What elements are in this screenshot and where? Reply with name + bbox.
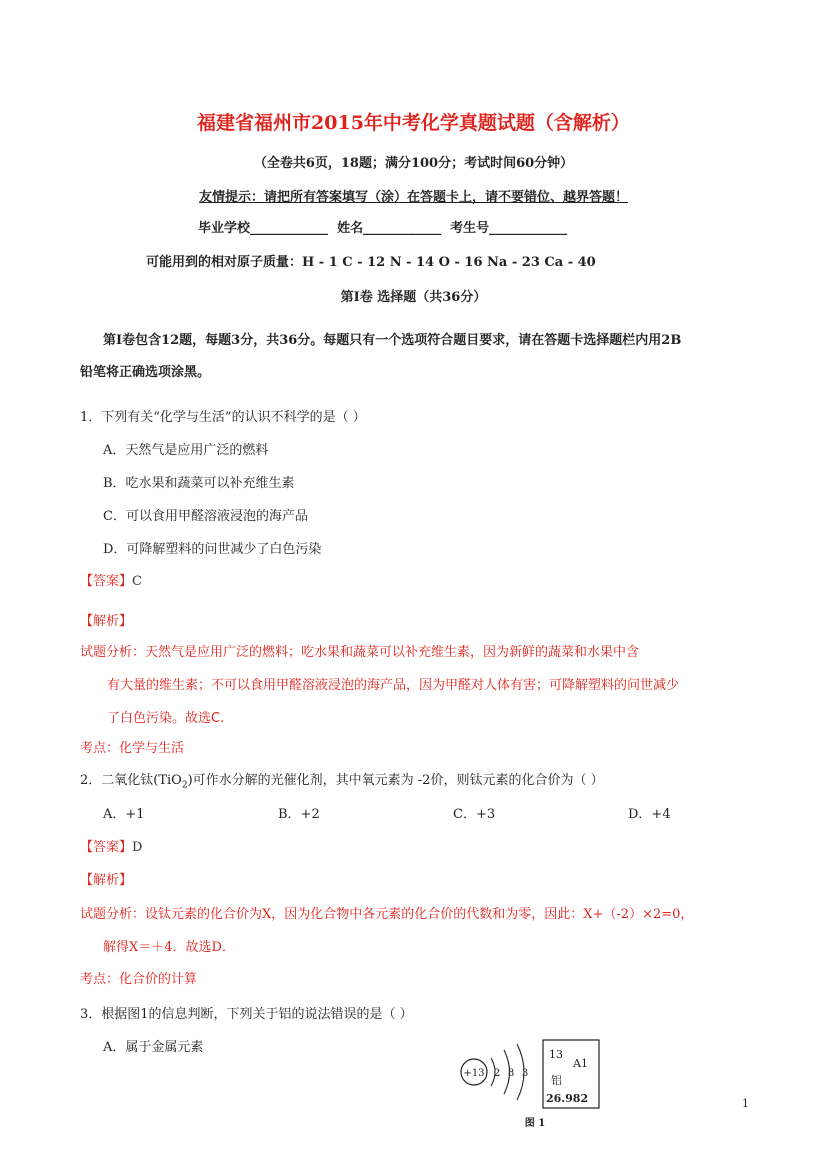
shell-1-electrons: 2 bbox=[493, 1068, 501, 1079]
aluminum-figure bbox=[455, 1036, 605, 1131]
question-1-analysis-line2: 有大量的维生素；不可以食用甲醛溶液浸泡的海产品，因为甲醛对人体有害；可降解塑料的问世减少 bbox=[107, 678, 680, 693]
question-1-option-d: D．可降解塑料的问世减少了白色污染 bbox=[103, 542, 322, 557]
question-1-analysis-line1: 试题分析：天然气是应用广泛的燃料；吃水果和蔬菜可以补充维生素，因为新鲜的蔬菜和水果中含 bbox=[80, 645, 640, 660]
friendly-tip-text: 友情提示：请把所有答案填写（涂）在答题卡上，请不要错位、越界答题！ bbox=[198, 190, 628, 205]
question-1-point: 考点：化学与生活 bbox=[80, 741, 185, 756]
atomic-mass: 26.982 bbox=[546, 1092, 589, 1105]
friendly-tip bbox=[0, 186, 827, 205]
aluminum-figure-svg bbox=[455, 1036, 605, 1131]
section-intro-line2: 铅笔将正确选项涂黑。 bbox=[80, 365, 211, 380]
answer-value: D bbox=[132, 840, 143, 855]
question-2-option-a: A．+1 bbox=[103, 807, 145, 822]
question-1-analysis-label: 【解析】 bbox=[80, 614, 133, 629]
element-name: 铝 bbox=[551, 1074, 562, 1087]
element-symbol: A1 bbox=[573, 1057, 588, 1070]
section-intro-line1: 第Ⅰ卷包含12题，每题3分，共36分。每题只有一个选项符合题目要求，请在答题卡选择题栏内用2B bbox=[103, 333, 682, 348]
question-1-analysis-line3: 了白色污染。故选C. bbox=[107, 711, 225, 726]
answer-value: C bbox=[132, 574, 142, 589]
question-3-stem: 3．根据图1的信息判断，下列关于铝的说法错误的是（ ） bbox=[80, 1007, 413, 1022]
section-title: 第Ⅰ卷 选择题（共36分） bbox=[340, 290, 487, 305]
question-2-point: 考点：化合价的计算 bbox=[80, 972, 198, 987]
question-2-stem-pre: 2．二氧化钛(TiO bbox=[80, 773, 182, 788]
question-3-option-a: A．属于金属元素 bbox=[103, 1040, 204, 1055]
candidate-fields bbox=[198, 217, 567, 236]
question-1-option-b: B．吃水果和蔬菜可以补充维生素 bbox=[103, 476, 295, 491]
answer-label: 【答案】 bbox=[80, 574, 133, 589]
answer-label: 【答案】 bbox=[80, 840, 133, 855]
atomic-number: 13 bbox=[549, 1048, 563, 1061]
question-2-analysis-label: 【解析】 bbox=[80, 873, 133, 888]
name-label: 姓名 bbox=[337, 221, 364, 236]
exam-meta: （全卷共6页，18题；满分100分；考试时间60分钟） bbox=[253, 156, 574, 171]
document-title: 福建省福州市2015年中考化学真题试题（含解析） bbox=[197, 112, 630, 134]
question-2-option-b: B．+2 bbox=[278, 807, 320, 822]
question-2-stem-sub: 2 bbox=[181, 780, 188, 791]
nucleus-charge: +13 bbox=[463, 1068, 485, 1079]
question-1-option-c: C．可以食用甲醛溶液浸泡的海产品 bbox=[103, 509, 308, 524]
name-blank: ____________ bbox=[363, 221, 442, 236]
exam-number-blank: ____________ bbox=[489, 221, 568, 236]
question-2-option-c: C．+3 bbox=[453, 807, 496, 822]
question-1-answer bbox=[80, 570, 142, 589]
question-2-option-d: D．+4 bbox=[628, 807, 671, 822]
school-blank: ____________ bbox=[250, 221, 329, 236]
shell-2-electrons: 8 bbox=[507, 1068, 515, 1079]
question-1-option-a: A．天然气是应用广泛的燃料 bbox=[103, 443, 269, 458]
exam-number-label: 考生号 bbox=[450, 221, 490, 236]
atomic-masses: 可能用到的相对原子质量：H - 1 C - 12 N - 14 O - 16 Na - 23 Ca - 40 bbox=[146, 255, 596, 270]
figure-caption: 图 1 bbox=[524, 1118, 546, 1129]
question-2-stem-post: )可作水分解的光催化剂，其中氧元素为 -2价，则钛元素的化合价为（ ） bbox=[187, 773, 604, 788]
school-label: 毕业学校 bbox=[198, 221, 251, 236]
page-number: 1 bbox=[742, 1097, 749, 1110]
shell-3-electrons: 3 bbox=[521, 1068, 529, 1079]
question-2-analysis-line1: 试题分析：设钛元素的化合价为X，因为化合物中各元素的化合价的代数和为零，因此：X+（-2）×2=0， bbox=[80, 907, 694, 922]
question-1-stem: 1．下列有关“化学与生活”的认识不科学的是（ ） bbox=[80, 410, 366, 425]
question-2-stem bbox=[80, 769, 604, 791]
question-2-analysis-line2: 解得X＝＋4．故选D． bbox=[103, 940, 235, 955]
question-2-answer bbox=[80, 836, 142, 855]
